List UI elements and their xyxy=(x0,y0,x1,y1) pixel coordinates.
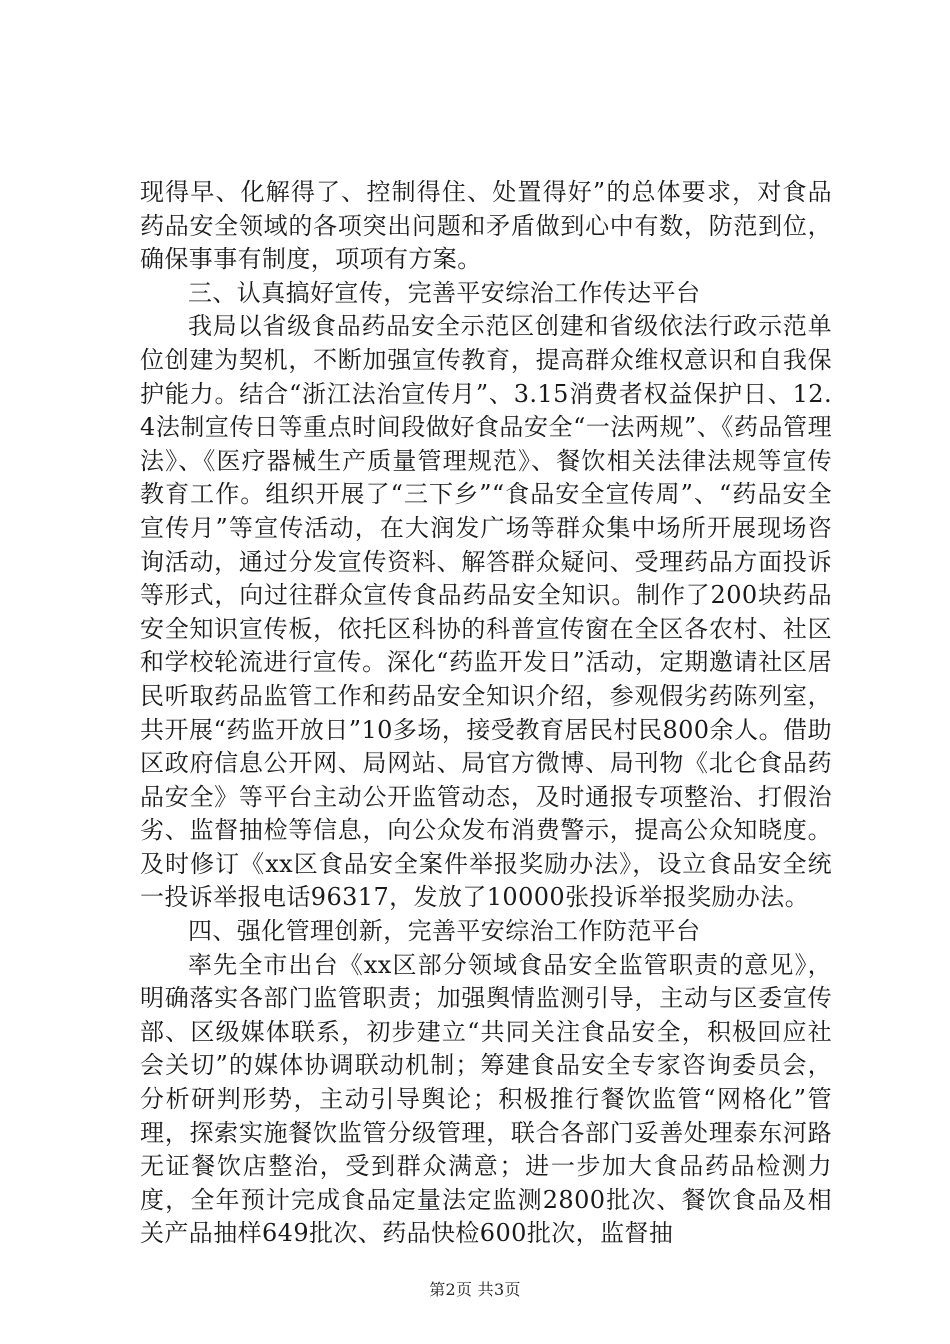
paragraph-continuation: 现得早、化解得了、控制得住、处置得好”的总体要求，对食品药品安全领域的各项突出问题和矛盾做到心中有数，防范到位，确保事事有制度，项项有方案。 xyxy=(140,178,832,274)
section-heading-3: 三、认真搞好宣传，完善平安综治工作传达平台 xyxy=(188,278,701,307)
paragraph-publicity: 我局以省级食品药品安全示范区创建和省级依法行政示范单位创建为契机，不断加强宣传教育，提高群众维权意识和自我保护能力。结合“浙江法治宣传月”、3.15消费者权益保护日、12.4法制宣传日等重点时间段做好食品安全“一法两规”、《药品管理法》、《医疗器械生产质量管理规范》、餐饮相关法律法规等宣传教育工作。组织开展了“三下乡”“食品安全宣传周”、“药品安全宣传月”等宣传活动，在大润发广场等群众集中场所开展现场咨询活动，通过分发宣传资料、解答群众疑问、受理药品方面投诉等形式，向过往群众宣传食品药品安全知识。制作了200块药品安全知识宣传板，依托区科协的科普宣传窗在全区各农村、社区和学校轮流进行宣传。深化“药监开发日”活动，定期邀请社区居民听取药品监管工作和药品安全知识介绍，参观假劣药陈列室，共开展“药监开放日”10多场，接受教育居民村民800余人。借助区政府信息公开网、局网站、局官方微博、局刊物《北仑食品药品安全》等平台主动公开监管动态，及时通报专项整治、打假治劣、监督抽检等信息，向公众发布消费警示，提高公众知晓度。及时修订《xx区食品安全案件举报奖励办法》，设立食品安全统一投诉举报电话96317，发放了10000张投诉举报奖励办法。 xyxy=(140,312,832,912)
document-body xyxy=(140,176,832,1251)
paragraph-management: 率先全市出台《xx区部分领域食品安全监管职责的意见》，明确落实各部门监管职责；加强舆情监测引导，主动与区委宣传部、区级媒体联系，初步建立“共同关注食品安全，积极回应社会关切”的媒体协调联动机制；筹建食品安全专家咨询委员会，分析研判形势，主动引导舆论；积极推行餐饮监管“网格化”管理，探索实施餐饮监管分级管理，联合各部门妥善处理泰东河路无证餐饮店整治，受到群众满意；进一步加大食品药品检测力度，全年预计完成食品定量法定监测2800批次、餐饮食品及相关产品抽样649批次、药品快检600批次，监督抽 xyxy=(140,950,832,1248)
section-heading-4: 四、强化管理创新，完善平安综治工作防范平台 xyxy=(188,917,701,946)
page-number-footer: 第2页 共3页 xyxy=(429,1280,521,1299)
